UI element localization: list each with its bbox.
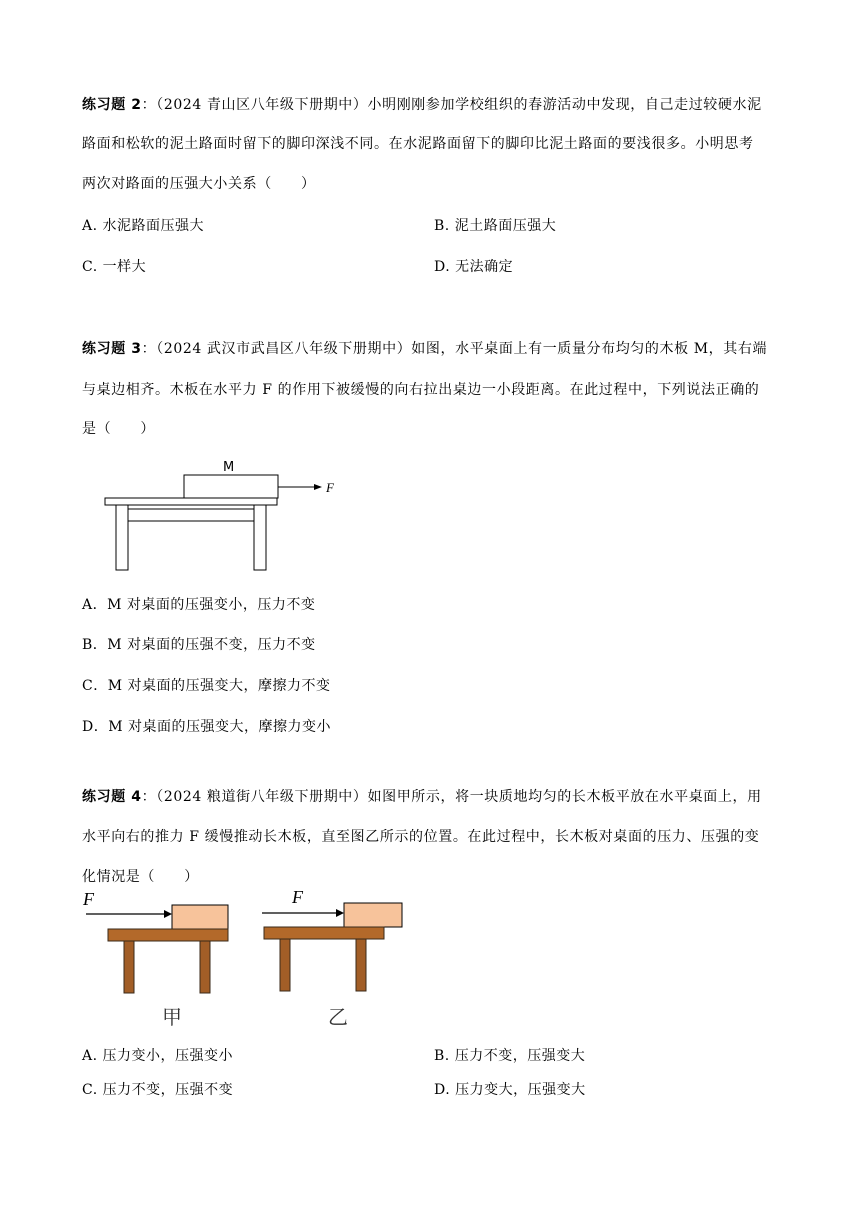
- question-3-line-3: 是（ ）: [82, 421, 155, 437]
- caption-yi: 乙: [328, 1005, 348, 1029]
- q4-option-d[interactable]: D. 压力变大，压强变大: [434, 1082, 586, 1098]
- board-label: M: [223, 460, 235, 475]
- question-2-line-3: 两次对路面的压强大小关系（ ）: [82, 176, 316, 192]
- q2-option-a[interactable]: A. 水泥路面压强大: [82, 218, 205, 234]
- q2-option-d[interactable]: D. 无法确定: [434, 259, 514, 275]
- q4-option-a[interactable]: A. 压力变小，压强变小: [82, 1048, 234, 1064]
- question-2-label: 练习题 2: [82, 97, 142, 113]
- question-2-line-2: 路面和松软的泥土路面时留下的脚印深浅不同。在水泥路面留下的脚印比泥土路面的要浅很多。小明思考: [82, 136, 754, 152]
- q3-option-b[interactable]: B．M 对桌面的压强不变，压力不变: [82, 637, 316, 653]
- force-label-jia: F: [83, 889, 94, 909]
- caption-jia: 甲: [162, 1005, 182, 1029]
- table-leg-left-yi: [280, 939, 290, 991]
- q4-figure-yi: [258, 885, 418, 1035]
- q2-option-b[interactable]: B. 泥土路面压强大: [434, 218, 557, 234]
- question-3-line-2: 与桌边相齐。木板在水平力 F 的作用下被缓慢的向右拉出桌边一小段距离。在此过程中，下列说法正确的: [82, 382, 760, 398]
- q3-option-a[interactable]: A．M 对桌面的压强变小，压力不变: [82, 597, 316, 613]
- q4-option-b[interactable]: B. 压力不变，压强变大: [434, 1048, 586, 1064]
- table-leg-left: [116, 505, 128, 570]
- q3-option-d[interactable]: D．M 对桌面的压强变大，摩擦力变小: [82, 719, 332, 735]
- q4-option-c[interactable]: C. 压力不变，压强不变: [82, 1082, 234, 1098]
- board-m: [184, 475, 278, 498]
- q3-option-c[interactable]: C．M 对桌面的压强变大，摩擦力不变: [82, 678, 331, 694]
- table-top: [105, 498, 277, 505]
- table-leg-left-jia: [124, 941, 134, 993]
- table-leg-right-jia: [200, 941, 210, 993]
- q2-option-c[interactable]: C. 一样大: [82, 259, 147, 275]
- table-top-yi: [264, 927, 384, 939]
- table-leg-right: [254, 505, 266, 570]
- arrow-head-icon: [164, 910, 172, 918]
- question-3-line-1: 练习题 3：（2024 武汉市武昌区八年级下册期中）如图，水平桌面上有一质量分布均匀的木板 M，其右端: [82, 341, 768, 357]
- q4-figure-jia: [80, 885, 240, 1035]
- long-board-yi: [344, 903, 402, 927]
- q3-figure-table-board: [100, 455, 360, 575]
- question-3-label: 练习题 3: [82, 341, 142, 357]
- arrow-head-icon: [336, 909, 344, 917]
- table-top-jia: [108, 929, 228, 941]
- question-4-line-3: 化情况是（ ）: [82, 869, 199, 885]
- arrow-head-icon: [314, 484, 322, 490]
- table-leg-right-yi: [356, 939, 366, 991]
- long-board-jia: [172, 905, 228, 929]
- force-label-yi: F: [292, 887, 303, 907]
- question-2-line-1: 练习题 2：（2024 青山区八年级下册期中）小明刚刚参加学校组织的春游活动中发现，自己走过较硬水泥: [82, 97, 762, 113]
- question-4-line-2: 水平向右的推力 F 缓慢推动长木板，直至图乙所示的位置。在此过程中，长木板对桌面的压力、压强的变: [82, 829, 760, 845]
- question-4-label: 练习题 4: [82, 789, 142, 805]
- force-label: F: [326, 480, 334, 495]
- question-4-line-1: 练习题 4：（2024 粮道街八年级下册期中）如图甲所示，将一块质地均匀的长木板平放在水平桌面上，用: [82, 789, 762, 805]
